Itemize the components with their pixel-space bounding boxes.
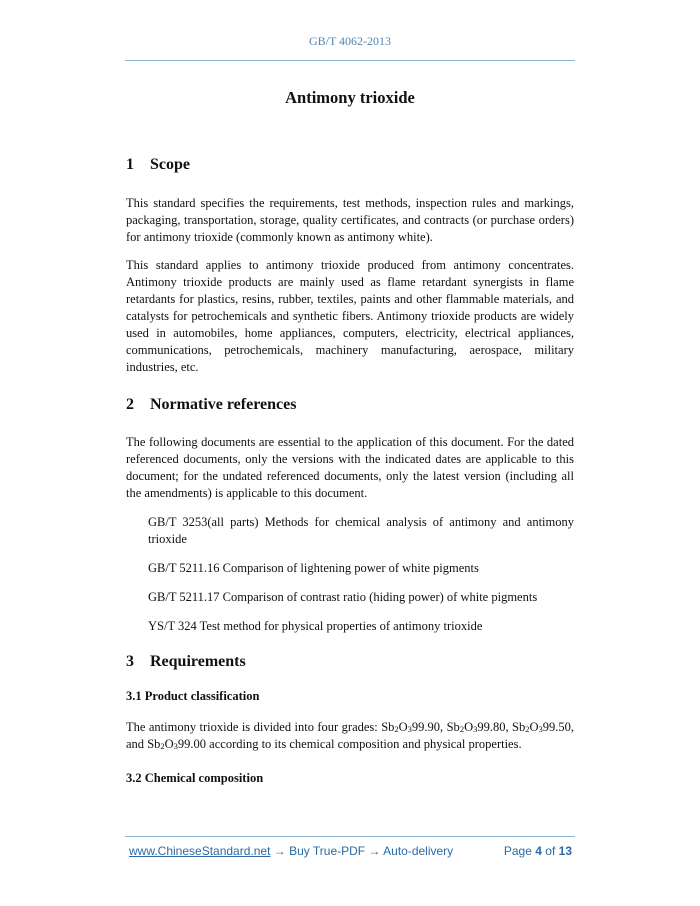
page-footer [129,844,572,858]
reference-item: GB/T 5211.17 Comparison of contrast ratio (hiding power) of white pigments [148,590,538,604]
site-link[interactable]: www.ChineseStandard.net [129,844,271,858]
grade-formula: $Sb_2O_399.50$ [512,720,571,734]
page-of: of [545,844,556,858]
page-current: 4 [535,844,542,858]
section-title: Requirements [150,653,246,670]
arrow-right-icon: → [270,844,290,858]
section-heading-scope [126,156,574,174]
running-header [125,34,575,49]
product-classification-paragraph: The antimony trioxide is divided into four grades: $Sb_2O_399.90$, $Sb_2O_399.80$, $Sb_2O_399.50$, and $Sb_2O_399.00$ according to its chemical composition and physical properties. [126,720,575,751]
scope-paragraph-2: This standard applies to antimony trioxide produced from antimony concentrates. Antimony trioxide products are mainly used as flame retardant synergists in flame retardants for plastics, resins, rubber, textiles, paints and other flammable materials, and catalysts for petrochemicals and synthetic fibers. Antimony trioxide products are widely used in automobiles, home appliances, computers, electricity, electrical appliances, communications, petrochemicals, machinery manufacturing, aerospace, military industries, etc. [126,258,574,374]
grade-formula: $Sb_2O_399.00$ [147,737,207,751]
page-total: 13 [558,844,572,858]
section-title: Scope [150,156,190,173]
subsection-heading-chemical-composition: 3.2 Chemical composition [126,771,264,785]
reference-item: YS/T 324 Test method for physical properties of antimony trioxide [148,619,483,633]
page-label: Page [503,844,532,858]
scope-paragraph-1: This standard specifies the requirements, test methods, inspection rules and markings, packaging, transportation, storage, quality certificates, and contracts (or purchase orders) for antimony trioxide (commonly known as antimony white). [126,196,574,244]
reference-item: GB/T 3253(all parts) Methods for chemical analysis of antimony and antimony trioxide [148,515,574,546]
grade-formula: $Sb_2O_399.80$ [446,720,506,734]
page-body [126,88,574,786]
section-heading-normative-references [126,396,574,414]
grade-formula: $Sb_2O_399.90$ [381,720,441,734]
reference-item: GB/T 5211.16 Comparison of lightening power of white pigments [148,561,479,575]
section-title: Normative references [150,396,297,413]
delivery-text: Auto-delivery [383,844,454,858]
header-divider [125,60,575,61]
section-number: 3 [126,653,134,670]
section-number: 2 [126,396,134,413]
section-number: 1 [126,156,134,173]
section-heading-requirements [126,653,574,671]
references-intro-paragraph: The following documents are essential to the application of this document. For the dated referenced documents, only the versions with the indicated dates are applicable to this document; for the undated referenced documents, only the latest version (including all the amendments) is applicable to this document. [126,435,574,500]
buy-pdf-link[interactable]: Buy True-PDF [289,844,366,858]
arrow-right-icon: → [365,844,384,858]
footer-divider [125,836,575,837]
subsection-heading-product-classification: 3.1 Product classification [126,689,260,703]
document-title: Antimony trioxide [285,88,415,107]
page-indicator [504,844,572,858]
standard-code: GB/T 4062-2013 [308,34,392,48]
